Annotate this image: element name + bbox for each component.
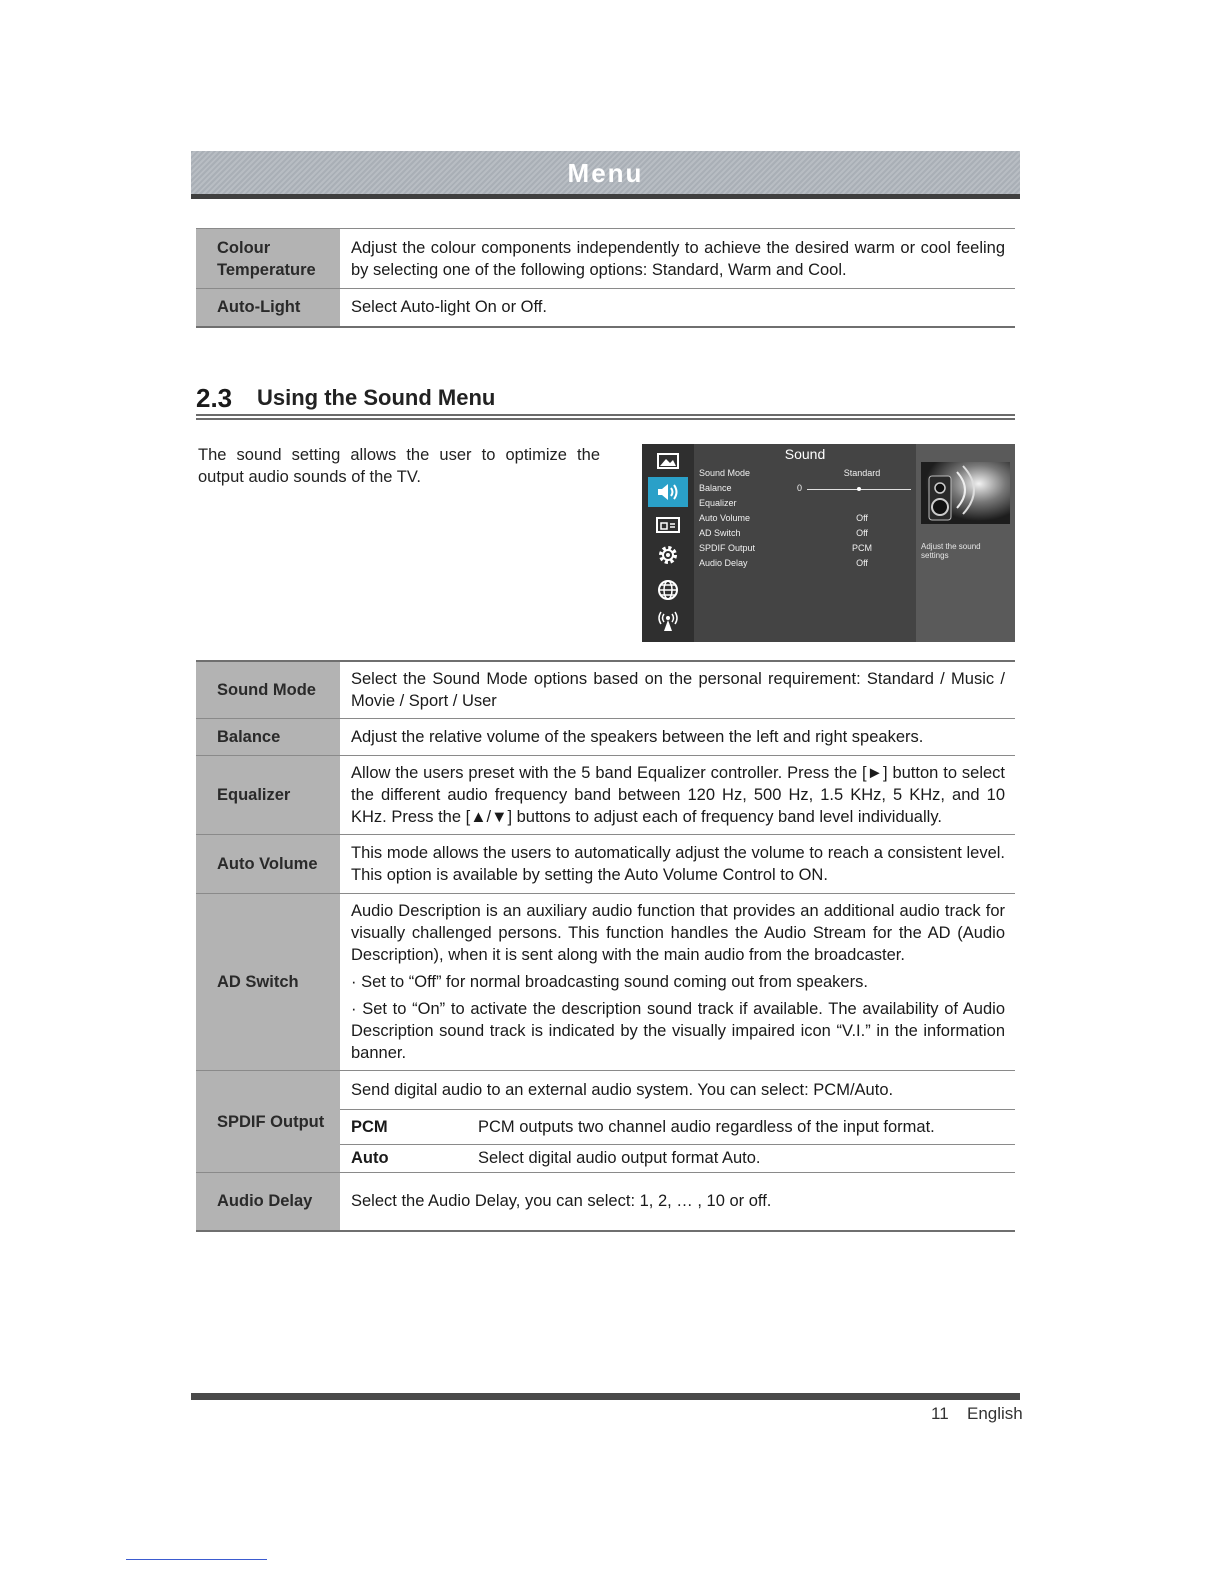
picture-icon xyxy=(648,446,688,476)
row-key: Equalizer xyxy=(196,756,340,835)
tv-menu-item-label: Auto Volume xyxy=(699,513,751,523)
tv-menu-item[interactable] xyxy=(699,541,911,556)
row-value: Select the Audio Delay, you can select: 1, 2, … , 10 or off. xyxy=(340,1173,1015,1231)
settings-icon xyxy=(648,540,688,570)
row-key: Sound Mode xyxy=(196,661,340,719)
tv-menu-item-label: Equalizer xyxy=(699,498,737,508)
table-row xyxy=(196,1173,1015,1231)
row-value xyxy=(340,1071,1015,1173)
table-row xyxy=(196,229,1015,289)
row-value xyxy=(340,894,1015,1071)
menu-banner xyxy=(191,151,1020,199)
tv-menu-item[interactable] xyxy=(699,466,911,481)
row-key: SPDIF Output xyxy=(196,1071,340,1173)
row-value: Select Auto-light On or Off. xyxy=(340,289,1015,327)
table-row xyxy=(196,719,1015,756)
tv-menu-item-label: SPDIF Output xyxy=(699,543,756,553)
speaker-thumbnail xyxy=(921,462,1010,524)
tv-menu-item-label: Sound Mode xyxy=(699,468,751,478)
channel-icon xyxy=(648,509,688,539)
balance-slider-thumb[interactable] xyxy=(857,487,861,491)
ad-switch-bullet: · Set to “On” to activate the description sound track if available. The availability of Audio Description sound track is indicated by the visually impaired icon “V.I.” in the information banner. xyxy=(351,1000,1005,1062)
footer-rule xyxy=(191,1393,1020,1400)
tv-menu-item[interactable] xyxy=(699,496,911,511)
section-heading xyxy=(196,383,1015,421)
tv-help-panel xyxy=(916,444,1015,642)
row-value: Select the Sound Mode options based on the personal requirement: Standard / Music / Movie / Sport / User xyxy=(340,661,1015,719)
balance-value: 0 xyxy=(797,483,803,493)
tv-menu-item-label: Balance xyxy=(699,483,732,493)
sound-icon xyxy=(648,477,688,507)
tv-menu-item[interactable] xyxy=(699,526,911,541)
section-number: 2.3 xyxy=(196,383,233,413)
spdif-option-value: Select digital audio output format Auto. xyxy=(467,1144,1015,1172)
tv-menu-item-value: Off xyxy=(856,558,868,568)
tv-menu-item-value: Off xyxy=(856,528,868,538)
sound-settings-table xyxy=(196,660,1015,1232)
tv-menu-item[interactable] xyxy=(699,511,911,526)
spdif-option-key: Auto xyxy=(340,1144,467,1172)
table-row xyxy=(196,1071,1015,1173)
tv-menu-item[interactable] xyxy=(699,481,911,496)
row-key: AD Switch xyxy=(196,894,340,1071)
row-value: This mode allows the users to automatically adjust the volume to reach a consistent level. This option is available by setting the Auto Volume Control to ON. xyxy=(340,835,1015,894)
spdif-option-value: PCM outputs two channel audio regardless of the input format. xyxy=(478,1117,935,1136)
tv-help-text: Adjust the sound settings xyxy=(921,542,981,560)
tv-menu-item[interactable] xyxy=(699,556,911,571)
spdif-intro: Send digital audio to an external audio system. You can select: PCM/Auto. xyxy=(340,1071,1015,1110)
spdif-option-row xyxy=(340,1110,1015,1144)
row-key: Audio Delay xyxy=(196,1173,340,1231)
table-row xyxy=(196,894,1015,1071)
row-key: Auto-Light xyxy=(196,289,340,327)
tv-menu-sidebar xyxy=(642,444,694,642)
tv-menu-panel xyxy=(694,444,916,642)
banner-title: Menu xyxy=(567,158,644,188)
row-key: Balance xyxy=(196,719,340,756)
row-key: Auto Volume xyxy=(196,835,340,894)
row-value: Adjust the relative volume of the speakers between the left and right speakers. xyxy=(340,719,1015,756)
page-number: 11 xyxy=(931,1404,949,1423)
picture-settings-table xyxy=(196,228,1015,328)
row-key: Colour Temperature xyxy=(196,229,340,289)
tv-menu-item-label: AD Switch xyxy=(699,528,741,538)
ad-switch-bullet: · Set to “Off” for normal broadcasting sound coming out from speakers. xyxy=(351,973,868,991)
spdif-options-table xyxy=(340,1110,1015,1172)
table-row xyxy=(196,756,1015,835)
section-rule xyxy=(196,414,1015,416)
section-title: Using the Sound Menu xyxy=(257,385,496,410)
tv-menu-item-value: PCM xyxy=(852,543,872,553)
footnote-rule xyxy=(126,1559,267,1560)
tv-menu-item-label: Audio Delay xyxy=(699,558,748,568)
section-rule xyxy=(196,418,1015,420)
table-row xyxy=(196,661,1015,719)
tv-sound-menu-screenshot xyxy=(642,444,1015,642)
table-row xyxy=(196,835,1015,894)
tv-menu-item-value: Standard xyxy=(843,468,881,478)
broadcast-icon xyxy=(648,607,688,637)
tv-menu-item-value: Off xyxy=(856,513,868,523)
intro-paragraph: The sound setting allows the user to optimize the output audio sounds of the TV. xyxy=(198,446,600,486)
spdif-option-key: PCM xyxy=(351,1117,388,1136)
network-icon xyxy=(648,575,688,605)
ad-switch-intro: Audio Description is an auxiliary audio function that provides an additional audio track for visually challenged persons. This function handles the Audio Stream for the AD (Audio Description), when it is sent along with the main audio from the broadcaster. xyxy=(351,902,1005,964)
table-row xyxy=(196,289,1015,327)
spdif-option-row xyxy=(340,1144,1015,1172)
row-value: Adjust the colour components independently to achieve the desired warm or cool feeling by selecting one of the following options: Standard, Warm and Cool. xyxy=(340,229,1015,289)
page-language: English xyxy=(967,1404,1023,1423)
row-value: Allow the users preset with the 5 band Equalizer controller. Press the [►] button to select the different audio frequency band between 120 Hz, 500 Hz, 1.5 KHz, 5 KHz, and 10 KHz. Press the [▲/▼] buttons to adjust each of frequency band level individually. xyxy=(340,756,1015,835)
tv-menu-title: Sound xyxy=(784,446,826,462)
